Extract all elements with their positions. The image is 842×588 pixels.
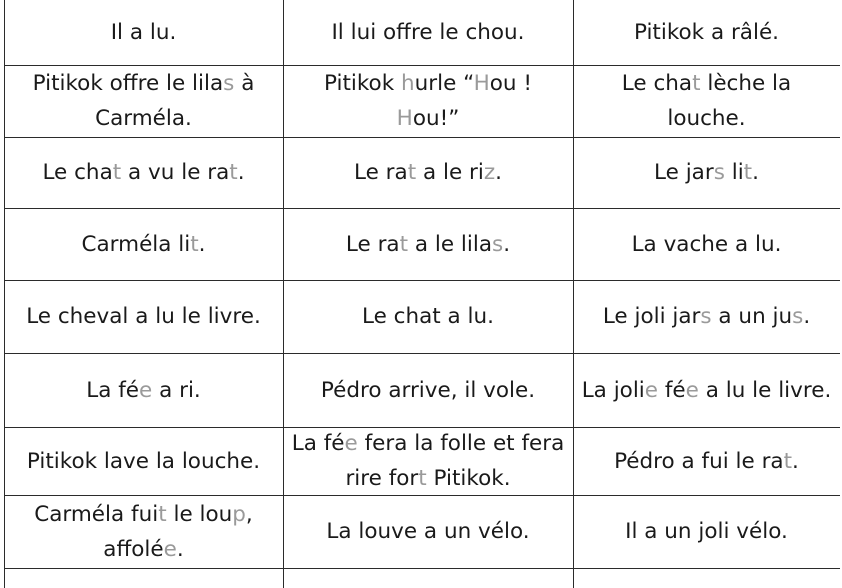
sentence-cell (4, 353, 283, 427)
silent-letter: s (713, 160, 725, 185)
sentence-fragment: La fé (291, 431, 345, 456)
sentence-fragment: Pitikok offre le lila (32, 71, 224, 96)
sentence-text (12, 66, 275, 136)
sentence-text (42, 155, 244, 190)
sentence-cell (283, 427, 573, 495)
sentence-fragment: Pitikok lave la louche. (26, 448, 261, 474)
sentence-fragment: . (792, 448, 799, 474)
sentence-fragment: ou!” (412, 106, 460, 131)
sentence-cell (4, 0, 283, 65)
sentence-fragment: Le joli jar (602, 304, 701, 329)
sentence-fragment: Le chat a lu. (362, 304, 494, 329)
sentence-cell (4, 208, 283, 280)
sentence-fragment: La fé (86, 377, 140, 403)
silent-letter: t (229, 160, 238, 185)
sentence-cell (283, 65, 573, 137)
sentence-fragment: Pédro arrive, il vole. (320, 377, 536, 403)
sentence-cell (573, 208, 840, 280)
sentence-fragment: ou ! (489, 71, 533, 96)
sentence-fragment: Pitikok (323, 71, 401, 96)
sentence-cell (283, 208, 573, 280)
sentence-text (12, 497, 275, 567)
sentence-fragment: Le cha (42, 160, 113, 185)
table-horizontal-rule (4, 568, 840, 569)
sentence-text (581, 66, 832, 136)
sentence-fragment: Carméla li (81, 231, 191, 257)
sentence-cell (283, 495, 573, 568)
sentence-fragment: Pédro a fui le ra (614, 448, 784, 474)
sentence-fragment: a un ju (711, 304, 793, 329)
sentence-fragment: La joli (581, 377, 645, 403)
silent-letter: t (407, 160, 417, 185)
sentence-cell (4, 65, 283, 137)
sentence-fragment: Il lui offre le chou. (331, 20, 525, 45)
sentence-fragment: . (237, 160, 245, 185)
sentence-fragment: , affolé (103, 501, 253, 562)
silent-letter: s (700, 304, 712, 329)
silent-letter: s (492, 231, 504, 257)
sentence-cell (573, 137, 840, 208)
silent-letter: e (685, 377, 699, 403)
sentence-cell (4, 280, 283, 353)
sentence-fragment: a ri. (152, 377, 201, 403)
sentence-text (291, 426, 565, 496)
sentence-fragment: . (495, 160, 502, 185)
sentence-fragment: La louve a un vélo. (326, 519, 530, 544)
sentence-cell (283, 137, 573, 208)
sentence-text (632, 227, 782, 262)
sentence-fragment: Pitikok. (426, 466, 511, 491)
sentence-text (354, 155, 502, 190)
sentence-text (111, 15, 177, 50)
sentence-fragment: fé (658, 377, 686, 403)
silent-letter: e (344, 431, 358, 456)
silent-letter: z (483, 160, 496, 185)
sentence-text (625, 514, 788, 549)
sentence-fragment: le lou (166, 501, 233, 527)
sentence-cell (573, 353, 840, 427)
sentence-fragment: Le ra (345, 231, 400, 257)
sentence-cell (4, 495, 283, 568)
sentence-text (81, 227, 205, 262)
sentence-text (346, 227, 510, 262)
sentence-cell (573, 495, 840, 568)
sentence-cell (573, 427, 840, 495)
sentence-fragment: . (752, 160, 759, 185)
sentence-fragment: Le cha (621, 71, 693, 96)
silent-letter: e (163, 536, 177, 562)
sentence-fragment: . (176, 536, 184, 562)
sentence-text (331, 15, 524, 50)
sentence-text (582, 373, 832, 408)
silent-letter: h (400, 71, 415, 96)
silent-letter: s (223, 71, 235, 96)
silent-letter: e (644, 377, 658, 403)
silent-letter: t (399, 231, 409, 257)
sentence-fragment: . (503, 231, 511, 257)
sentence-fragment: a vu le ra (121, 160, 230, 185)
sentence-text (362, 299, 494, 334)
sentence-fragment: a le lila (408, 231, 493, 257)
sentence-fragment: Pitikok a râlé. (633, 20, 780, 45)
sentence-fragment: fera la folle et fera rire for (345, 431, 565, 491)
silent-letter: e (139, 377, 153, 403)
sentence-fragment: Il a un joli vélo. (625, 519, 788, 544)
sentence-cell (283, 280, 573, 353)
sentence-cell (573, 0, 840, 65)
sentence-fragment: Le ra (354, 160, 408, 185)
sentence-fragment: La vache a lu. (631, 231, 782, 257)
silent-letter: t (783, 448, 793, 474)
sentence-fragment: Le cheval a lu le livre. (26, 304, 261, 329)
sentence-cell (4, 427, 283, 495)
sentence-text (603, 299, 810, 334)
sentence-fragment: lèche la louche. (667, 71, 792, 131)
sentence-cell (573, 280, 840, 353)
sentence-fragment: Le jar (654, 160, 714, 185)
silent-letter: t (190, 231, 199, 257)
sentence-text (321, 373, 535, 408)
sentence-fragment: li (724, 160, 744, 185)
sentence-cell (283, 0, 573, 65)
sentence-text (291, 66, 565, 136)
silent-letter: t (112, 160, 122, 185)
sentence-fragment: a le ri (416, 160, 484, 185)
sentence-text (27, 444, 260, 479)
silent-letter: t (158, 501, 167, 527)
silent-letter: s (792, 304, 804, 329)
sentence-text (634, 15, 779, 50)
sentence-cell (283, 353, 573, 427)
sentence-fragment: Carméla fui (34, 501, 159, 527)
sentence-cell (4, 137, 283, 208)
sentence-fragment: urle “ (414, 71, 474, 96)
sentence-fragment: . (803, 304, 811, 329)
sentence-text (614, 444, 799, 479)
sentence-text (26, 299, 261, 334)
sentence-text (86, 373, 201, 408)
sentence-fragment: . (198, 231, 206, 257)
silent-letter: H (473, 71, 490, 96)
silent-letter: p (232, 501, 246, 527)
silent-letter: t (692, 71, 701, 96)
silent-letter: t (418, 466, 427, 491)
sentence-text (654, 155, 759, 190)
sentence-fragment: Il a lu. (110, 20, 177, 45)
silent-letter: H (396, 106, 413, 131)
silent-letter: t (743, 160, 753, 185)
sentence-fragment: a lu le livre. (698, 377, 832, 403)
sentence-fragment: à Carméla. (95, 71, 255, 131)
sentence-cell (573, 65, 840, 137)
sentence-text (326, 514, 529, 549)
